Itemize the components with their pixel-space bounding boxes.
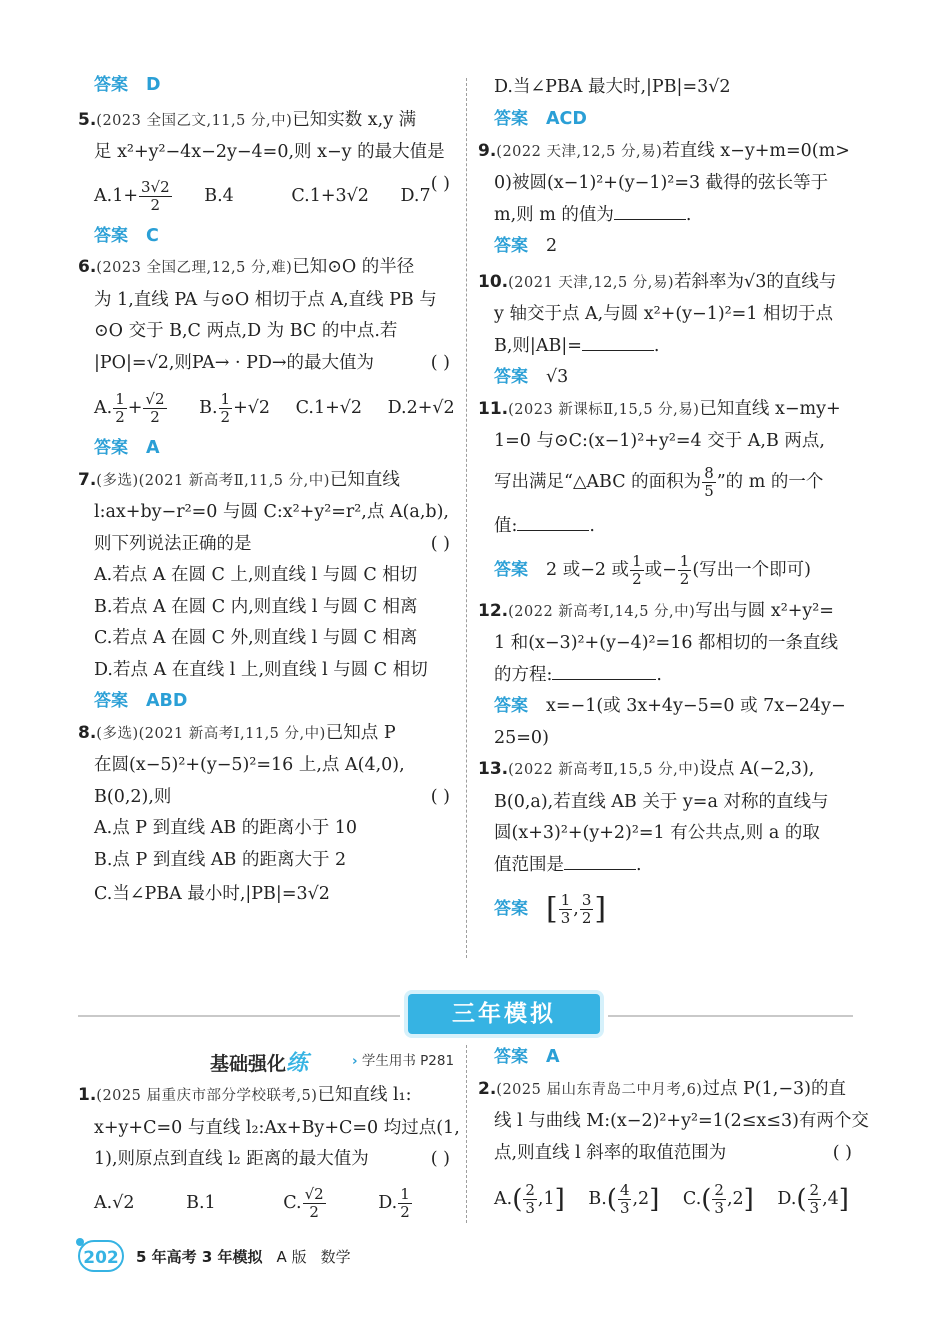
- question-text: B(0,2),则: [94, 786, 172, 807]
- answer-paren: ( ): [430, 1149, 450, 1169]
- option-d: D.当∠PBA 最大时,|PB|=3√2: [494, 77, 731, 97]
- options-row: [78, 173, 456, 219]
- option-d: D.若点 A 在直线 l 上,则直线 l 与圆 C 相切: [94, 659, 428, 680]
- question-text: 过点 P(1,−3)的直: [702, 1078, 846, 1099]
- question-number: 8.: [78, 722, 97, 743]
- answer-line: [478, 546, 858, 594]
- answer-label: 答案: [94, 691, 128, 711]
- answer-label: 答案: [494, 367, 528, 387]
- answer-label: 答案: [494, 236, 528, 256]
- question-text: 写出与圆 x²+y²=: [695, 600, 834, 621]
- question-text: 足 x²+y²−4x−2y−4=0,则 x−y 的最大值是: [94, 142, 445, 162]
- answer-label: 答案: [94, 438, 128, 458]
- question-number: 7.: [78, 469, 97, 490]
- answer-line: [78, 433, 456, 465]
- option-d: D.2+√2: [387, 398, 455, 418]
- right-column: [478, 70, 858, 938]
- question-source: (2025 届山东青岛二中月考,6): [496, 1081, 703, 1098]
- question-text: 点,则直线 l 斜率的取值范围为: [494, 1142, 727, 1163]
- question-10: 10.(2021 天津,12,5 分,易)若斜率为√3的直线与 y 轴交于点 A,与圆 x²+(y−1)²=1 相切于点 B,则|AB|= . 答案 √3: [478, 267, 858, 394]
- question-number: 10.: [478, 271, 509, 292]
- question-13: 13.(2022 新高考Ⅱ,15,5 分,中)设点 A(−2,3), B(0,a),若直线 AB 关于 y=a 对称的直线与 圆(x+3)²+(y+2)²=1 有公共点,则 a 的取 值范围是 . 答案 [ $\frac{1}{3}$ , $\frac{3}{2}$ ]: [478, 754, 858, 938]
- column-divider: [466, 78, 467, 958]
- question-text: ⊙O 交于 B,C 两点,D 为 BC 的中点.若: [94, 321, 398, 341]
- question-number: 5.: [78, 109, 97, 130]
- options-row: [78, 385, 456, 431]
- option-c: C.( $\frac{2}{3}$ ,2]: [682, 1181, 754, 1217]
- question-text: 已知直线: [329, 469, 400, 490]
- answer-line: [78, 221, 456, 253]
- question-text: 的方程:: [494, 664, 553, 685]
- answer-value: A: [146, 438, 160, 458]
- question-text: m,则 m 的值为: [494, 204, 614, 225]
- question-source: (2022 新高考Ⅰ,14,5 分,中): [508, 603, 696, 620]
- page-footer: [78, 1240, 498, 1276]
- question-source: (2025 届重庆市部分学校联考,5): [96, 1088, 318, 1104]
- answer-value: C: [146, 225, 159, 246]
- question-text-line: 写出满足“△ABC 的面积为 $\frac{8}{5}$ ”的 m 的一个: [494, 463, 824, 500]
- answer-label: 答案: [494, 559, 528, 580]
- question-5: [78, 105, 456, 253]
- answer-blank: [582, 334, 654, 351]
- question-8: [78, 718, 456, 913]
- answer-label: 答案: [494, 899, 528, 919]
- question-text: 已知实数 x,y 满: [292, 109, 417, 130]
- answer-value: 2: [546, 236, 558, 256]
- question-text: |PO|=√2,则PA→ · PD→的最大值为: [94, 352, 375, 373]
- question-text: 已知直线 x−my+: [699, 398, 841, 419]
- question-text: B(0,a),若直线 AB 关于 y=a 对称的直线与: [494, 791, 829, 812]
- question-source: (2021 天津,12,5 分,易): [508, 274, 675, 291]
- question-text: 设点 A(−2,3),: [699, 759, 815, 779]
- book-title: 5 年高考 3 年模拟 A 版 数学: [136, 1248, 351, 1266]
- question-text: x+y+C=0 与直线 l₂:Ax+By+C=0 均过点(1,: [94, 1117, 460, 1138]
- answer-paren: ( ): [832, 1142, 852, 1163]
- subsection-title: 基础强化练: [210, 1051, 309, 1076]
- question-text: 1=0 与⊙C:(x−1)²+y²=4 交于 A,B 两点,: [494, 431, 825, 451]
- question-source: (多选)(2021 新高考Ⅱ,11,5 分,中): [96, 472, 330, 489]
- question-11: 11.(2023 新课标Ⅱ,15,5 分,易)已知直线 x−my+ 1=0 与⊙C:(x−1)²+y²=4 交于 A,B 两点, 写出满足“△ABC 的面积为 $\frac{8}{5}$ ”的 m 的一个 值: . 答案 2 或−2 或 $\frac{1}{2}$ 或− $\frac{1}{2}$ (写出一个即可): [478, 394, 858, 594]
- answer-value-cont: 25=0): [494, 727, 549, 748]
- question-number: 12.: [478, 600, 509, 621]
- question-text: 在圆(x−5)²+(y−5)²=16 上,点 A(4,0),: [94, 755, 405, 775]
- question-number: 6.: [78, 257, 97, 277]
- answer-paren: ( ): [430, 352, 450, 373]
- question-source: (2022 天津,12,5 分,易): [496, 143, 663, 160]
- answer-paren: ( ): [430, 533, 450, 554]
- question-text: 若斜率为√3的直线与: [674, 271, 837, 292]
- question-source: (2023 全国乙文,11,5 分,中): [96, 112, 293, 129]
- question-12: 12.(2022 新高考Ⅰ,14,5 分,中)写出与圆 x²+y²= 1 和(x−3)²+(y−4)²=16 都相切的一条直线 的方程: . 答案 x=−1(或 3x+4y−5=0 或 7x−24y− 25=0): [478, 596, 858, 755]
- option-a: A.1+ $\frac{3√2}{2}$: [94, 177, 170, 214]
- left-column: [78, 70, 456, 912]
- options-row: [78, 1178, 456, 1228]
- section-title: 三年模拟: [408, 994, 600, 1034]
- option-a: A.√2: [94, 1192, 135, 1213]
- question-6: [78, 252, 456, 465]
- question-text: 1 和(x−3)²+(y−4)²=16 都相切的一条直线: [494, 633, 839, 653]
- chevron-right-icon: ›: [352, 1053, 358, 1069]
- question-text: 已知点 P: [325, 722, 396, 743]
- question-b1: [78, 1080, 460, 1228]
- answer-label: 答案: [94, 225, 128, 246]
- answer-blank: [517, 514, 589, 531]
- option-b: B.点 P 到直线 AB 的距离大于 2: [94, 849, 347, 870]
- option-b: B.1: [186, 1192, 216, 1213]
- option-a: A.点 P 到直线 AB 的距离小于 10: [94, 818, 358, 838]
- question-text: B,则|AB|=: [494, 335, 582, 356]
- question-text: 1),则原点到直线 l₂ 距离的最大值为: [94, 1149, 369, 1169]
- student-book-ref: › 学生用书 P281: [352, 1053, 455, 1069]
- bottom-right: [478, 1042, 869, 1226]
- options-row: [478, 1173, 858, 1226]
- answer-value: ABD: [146, 691, 188, 711]
- option-d: D.( $\frac{2}{3}$ ,4]: [777, 1181, 849, 1217]
- option-a: A. $\frac{1}{2}$ + $\frac{√2}{2}$: [94, 390, 165, 426]
- question-text: 已知直线 l₁:: [317, 1085, 412, 1105]
- answer-label: 答案: [94, 75, 128, 95]
- answer-value: 2 或−2 或 $\frac{1}{2}$ 或− $\frac{1}{2}$ (写出一个即可): [546, 551, 811, 588]
- question-text: 则下列说法正确的是: [94, 533, 252, 554]
- section-banner: [78, 992, 853, 1040]
- question-text: 值范围是: [494, 854, 564, 875]
- question-text: 圆(x+3)²+(y+2)²=1 有公共点,则 a 的取: [494, 823, 820, 843]
- answer-value: x=−1(或 3x+4y−5=0 或 7x−24y−: [546, 696, 846, 716]
- question-text: 为 1,直线 PA 与⊙O 相切于点 A,直线 PB 与: [94, 289, 437, 310]
- answer-blank: [614, 203, 686, 220]
- question-text: y 轴交于点 A,与圆 x²+(y−1)²=1 相切于点: [494, 304, 834, 324]
- question-text: 已知⊙O 的半径: [292, 257, 415, 277]
- question-9: 9.(2022 天津,12,5 分,易)若直线 x−y+m=0(m> 0)被圆(x−1)²+(y−1)²=3 截得的弦长等于 m,则 m 的值为 . 答案 2: [478, 136, 858, 263]
- answer-value: [ $\frac{1}{3}$ , $\frac{3}{2}$ ]: [546, 891, 607, 927]
- option-b: B.( $\frac{4}{3}$ ,2]: [588, 1181, 660, 1217]
- question-number: 9.: [478, 140, 497, 161]
- question-source: (2022 新高考Ⅱ,15,5 分,中): [508, 762, 700, 778]
- answer-line: [478, 691, 858, 723]
- question-number: 11.: [478, 398, 509, 419]
- answer-line: [478, 362, 858, 394]
- question-text: 线 l 与曲线 M:(x−2)²+y²=1(2≤x≤3)有两个交: [494, 1111, 869, 1131]
- column-divider-lower: [466, 1045, 467, 1223]
- answer-value: A: [546, 1047, 560, 1067]
- answer-paren: ( ): [430, 173, 450, 194]
- option-c: C.1+√2: [295, 398, 363, 418]
- answer-label: 答案: [494, 1047, 528, 1067]
- answer-paren: ( ): [430, 786, 450, 807]
- option-c: C.若点 A 在圆 C 外,则直线 l 与圆 C 相离: [94, 628, 418, 648]
- question-7: [78, 465, 456, 718]
- answer-value: D: [146, 75, 161, 95]
- answer-blank: [552, 663, 656, 680]
- answer-line: [478, 231, 858, 263]
- question-text: 若直线 x−y+m=0(m>: [662, 140, 850, 161]
- option-c: C.当∠PBA 最小时,|PB|=3√2: [94, 884, 330, 904]
- answer-line: [78, 70, 456, 102]
- answer-label: 答案: [494, 696, 528, 716]
- page-number: 202: [78, 1240, 124, 1272]
- question-b2: [478, 1074, 869, 1226]
- option-d: D. $\frac{1}{2}$: [378, 1184, 410, 1221]
- question-number: 2.: [478, 1078, 497, 1099]
- answer-line: [478, 1042, 858, 1074]
- question-source: (2023 全国乙理,12,5 分,难): [96, 260, 293, 276]
- question-number: 1.: [78, 1085, 97, 1105]
- option-d: D.7: [400, 185, 431, 206]
- answer-line: [478, 881, 858, 938]
- question-source: (多选)(2021 新高考Ⅰ,11,5 分,中): [96, 725, 326, 742]
- question-number: 13.: [478, 759, 509, 779]
- option-b: B. $\frac{1}{2}$ +√2: [199, 390, 271, 426]
- question-text: l:ax+by−r²=0 与圆 C:x²+y²=r²,点 A(a,b),: [94, 502, 449, 522]
- question-text: 0)被圆(x−1)²+(y−1)²=3 截得的弦长等于: [494, 173, 829, 193]
- option-c: C. $\frac{√2}{2}$: [283, 1184, 324, 1221]
- answer-value: ACD: [546, 109, 587, 129]
- answer-line: [478, 104, 858, 136]
- answer-label: 答案: [494, 109, 528, 129]
- option-a: A.若点 A 在圆 C 上,则直线 l 与圆 C 相切: [94, 565, 418, 585]
- answer-blank: [564, 853, 636, 870]
- question-source: (2023 新课标Ⅱ,15,5 分,易): [508, 401, 700, 418]
- option-b: B.4: [204, 185, 234, 206]
- option-b: B.若点 A 在圆 C 内,则直线 l 与圆 C 相离: [94, 596, 418, 617]
- option-a: A.( $\frac{2}{3}$ ,1]: [494, 1181, 565, 1217]
- option-c: C.1+3√2: [291, 185, 369, 206]
- question-text: 值:: [494, 515, 518, 536]
- answer-value: √3: [546, 367, 569, 387]
- answer-line: [78, 686, 456, 718]
